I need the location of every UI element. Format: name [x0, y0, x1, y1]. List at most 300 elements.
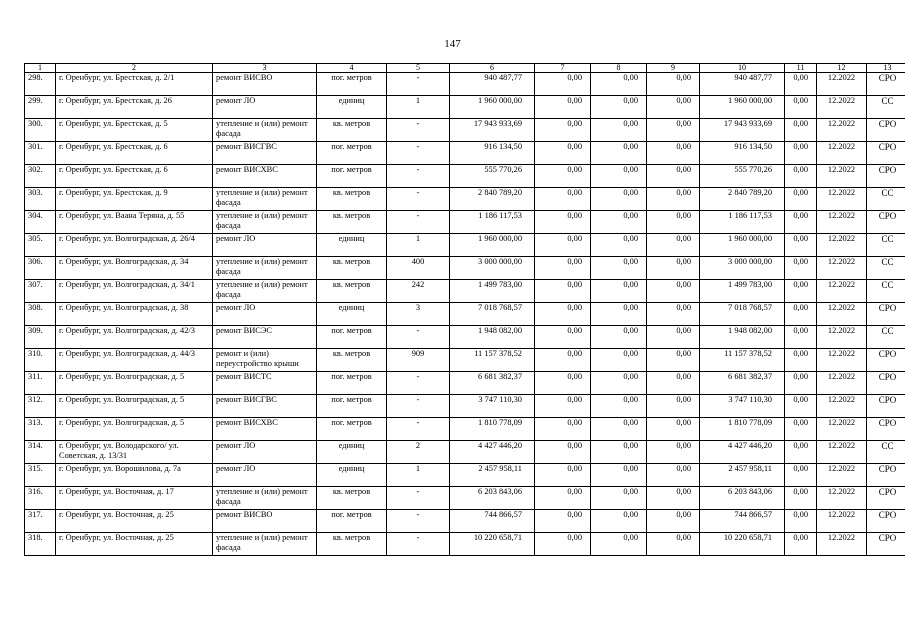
funding-cell: 0,00	[785, 372, 817, 395]
funding-cell: 0,00	[535, 372, 591, 395]
unit-cell: кв. метров	[317, 280, 387, 303]
owner-funds-cell: 2 840 789,20	[700, 188, 785, 211]
funding-cell: 0,00	[591, 211, 647, 234]
funding-cell: 0,00	[591, 303, 647, 326]
completion-date-cell: 12.2022	[817, 533, 867, 556]
table-row	[25, 234, 905, 257]
quantity-cell: -	[387, 418, 450, 441]
funding-cell: 0,00	[535, 73, 591, 96]
completion-date-cell: 12.2022	[817, 257, 867, 280]
work-type-cell: ремонт ВИСГВС	[213, 142, 317, 165]
total-cost-cell: 1 960 000,00	[450, 234, 535, 257]
fund-method-cell: СС	[867, 234, 905, 257]
address-cell: г. Оренбург, ул. Ворошилова, д. 7а	[56, 464, 213, 487]
funding-cell: 0,00	[591, 464, 647, 487]
column-number: 4	[317, 64, 387, 73]
funding-cell: 0,00	[785, 510, 817, 533]
row-number: 311.	[25, 372, 56, 395]
address-cell: г. Оренбург, ул. Брестская, д. 9	[56, 188, 213, 211]
unit-cell: единиц	[317, 234, 387, 257]
fund-method-cell: СРО	[867, 119, 905, 142]
quantity-cell: -	[387, 188, 450, 211]
unit-cell: кв. метров	[317, 188, 387, 211]
unit-cell: кв. метров	[317, 487, 387, 510]
completion-date-cell: 12.2022	[817, 464, 867, 487]
address-cell: г. Оренбург, ул. Волгоградская, д. 5	[56, 418, 213, 441]
work-type-cell: ремонт ЛО	[213, 96, 317, 119]
funding-cell: 0,00	[535, 349, 591, 372]
address-cell: г. Оренбург, ул. Брестская, д. 6	[56, 165, 213, 188]
funding-cell: 0,00	[647, 119, 700, 142]
row-number: 314.	[25, 441, 56, 464]
column-number: 7	[535, 64, 591, 73]
quantity-cell: 400	[387, 257, 450, 280]
work-type-cell: ремонт ЛО	[213, 464, 317, 487]
funding-cell: 0,00	[647, 464, 700, 487]
unit-cell: единиц	[317, 464, 387, 487]
funding-cell: 0,00	[591, 142, 647, 165]
completion-date-cell: 12.2022	[817, 326, 867, 349]
work-type-cell: ремонт ВИСЭС	[213, 326, 317, 349]
unit-cell: единиц	[317, 441, 387, 464]
quantity-cell: -	[387, 395, 450, 418]
unit-cell: кв. метров	[317, 119, 387, 142]
owner-funds-cell: 1 186 117,53	[700, 211, 785, 234]
work-type-cell: ремонт ВИСХВС	[213, 165, 317, 188]
funding-cell: 0,00	[647, 349, 700, 372]
funding-cell: 0,00	[535, 96, 591, 119]
unit-cell: кв. метров	[317, 211, 387, 234]
owner-funds-cell: 1 960 000,00	[700, 234, 785, 257]
completion-date-cell: 12.2022	[817, 142, 867, 165]
completion-date-cell: 12.2022	[817, 211, 867, 234]
row-number: 315.	[25, 464, 56, 487]
funding-cell: 0,00	[785, 280, 817, 303]
funding-cell: 0,00	[647, 418, 700, 441]
funding-cell: 0,00	[647, 73, 700, 96]
funding-cell: 0,00	[591, 188, 647, 211]
funding-cell: 0,00	[591, 165, 647, 188]
quantity-cell: 2	[387, 441, 450, 464]
quantity-cell: -	[387, 119, 450, 142]
funding-cell: 0,00	[535, 326, 591, 349]
quantity-cell: -	[387, 211, 450, 234]
fund-method-cell: СС	[867, 188, 905, 211]
quantity-cell: -	[387, 165, 450, 188]
table-row	[25, 441, 905, 464]
work-type-cell: утепление и (или) ремонт фасада	[213, 487, 317, 510]
unit-cell: кв. метров	[317, 257, 387, 280]
funding-cell: 0,00	[591, 395, 647, 418]
quantity-cell: -	[387, 510, 450, 533]
completion-date-cell: 12.2022	[817, 487, 867, 510]
table-row	[25, 395, 905, 418]
completion-date-cell: 12.2022	[817, 510, 867, 533]
table-row	[25, 326, 905, 349]
page-number: 147	[444, 38, 461, 50]
funding-cell: 0,00	[535, 188, 591, 211]
row-number: 300.	[25, 119, 56, 142]
fund-method-cell: СРО	[867, 165, 905, 188]
funding-cell: 0,00	[591, 372, 647, 395]
address-cell: г. Оренбург, ул. Волгоградская, д. 26/4	[56, 234, 213, 257]
unit-cell: единиц	[317, 303, 387, 326]
row-number: 303.	[25, 188, 56, 211]
unit-cell: единиц	[317, 96, 387, 119]
funding-cell: 0,00	[647, 326, 700, 349]
funding-cell: 0,00	[591, 257, 647, 280]
row-number: 310.	[25, 349, 56, 372]
completion-date-cell: 12.2022	[817, 395, 867, 418]
total-cost-cell: 1 960 000,00	[450, 96, 535, 119]
table-row	[25, 142, 905, 165]
funding-cell: 0,00	[785, 257, 817, 280]
fund-method-cell: СС	[867, 96, 905, 119]
table-row	[25, 211, 905, 234]
address-cell: г. Оренбург, ул. Брестская, д. 2/1	[56, 73, 213, 96]
unit-cell: кв. метров	[317, 533, 387, 556]
funding-cell: 0,00	[535, 533, 591, 556]
table-row	[25, 188, 905, 211]
work-type-cell: утепление и (или) ремонт фасада	[213, 119, 317, 142]
funding-cell: 0,00	[785, 211, 817, 234]
quantity-cell: 1	[387, 234, 450, 257]
funding-cell: 0,00	[535, 119, 591, 142]
funding-cell: 0,00	[785, 487, 817, 510]
unit-cell: пог. метров	[317, 372, 387, 395]
table-row	[25, 280, 905, 303]
funding-cell: 0,00	[535, 395, 591, 418]
column-number: 8	[591, 64, 647, 73]
table-row	[25, 257, 905, 280]
completion-date-cell: 12.2022	[817, 372, 867, 395]
total-cost-cell: 6 203 843,06	[450, 487, 535, 510]
owner-funds-cell: 1 810 778,09	[700, 418, 785, 441]
row-number: 302.	[25, 165, 56, 188]
work-type-cell: утепление и (или) ремонт фасада	[213, 211, 317, 234]
unit-cell: пог. метров	[317, 73, 387, 96]
owner-funds-cell: 3 747 110,30	[700, 395, 785, 418]
address-cell: г. Оренбург, ул. Восточная, д. 25	[56, 510, 213, 533]
total-cost-cell: 2 840 789,20	[450, 188, 535, 211]
funding-cell: 0,00	[647, 280, 700, 303]
fund-method-cell: СРО	[867, 303, 905, 326]
funding-cell: 0,00	[591, 119, 647, 142]
quantity-cell: -	[387, 326, 450, 349]
completion-date-cell: 12.2022	[817, 234, 867, 257]
row-number: 304.	[25, 211, 56, 234]
quantity-cell: 1	[387, 464, 450, 487]
table-body	[25, 73, 905, 556]
total-cost-cell: 10 220 658,71	[450, 533, 535, 556]
funding-cell: 0,00	[785, 119, 817, 142]
work-type-cell: ремонт ВИСХВС	[213, 418, 317, 441]
funding-cell: 0,00	[647, 165, 700, 188]
total-cost-cell: 1 186 117,53	[450, 211, 535, 234]
table-row	[25, 303, 905, 326]
column-number-row	[25, 64, 905, 73]
table-row	[25, 533, 905, 556]
work-type-cell: ремонт ЛО	[213, 234, 317, 257]
completion-date-cell: 12.2022	[817, 96, 867, 119]
funding-cell: 0,00	[535, 280, 591, 303]
total-cost-cell: 11 157 378,52	[450, 349, 535, 372]
table-row	[25, 487, 905, 510]
funding-cell: 0,00	[535, 234, 591, 257]
funding-cell: 0,00	[535, 510, 591, 533]
fund-method-cell: СРО	[867, 464, 905, 487]
funding-cell: 0,00	[535, 464, 591, 487]
total-cost-cell: 555 770,26	[450, 165, 535, 188]
unit-cell: пог. метров	[317, 326, 387, 349]
fund-method-cell: СРО	[867, 395, 905, 418]
row-number: 313.	[25, 418, 56, 441]
funding-cell: 0,00	[535, 441, 591, 464]
work-type-cell: ремонт ВИСВО	[213, 510, 317, 533]
funding-cell: 0,00	[785, 73, 817, 96]
funding-cell: 0,00	[785, 188, 817, 211]
work-type-cell: ремонт ЛО	[213, 303, 317, 326]
address-cell: г. Оренбург, ул. Ваана Теряна, д. 55	[56, 211, 213, 234]
address-cell: г. Оренбург, ул. Волгоградская, д. 44/3	[56, 349, 213, 372]
column-number: 3	[213, 64, 317, 73]
total-cost-cell: 940 487,77	[450, 73, 535, 96]
row-number: 299.	[25, 96, 56, 119]
column-number: 13	[867, 64, 905, 73]
fund-method-cell: СРО	[867, 372, 905, 395]
funding-cell: 0,00	[591, 441, 647, 464]
table-row	[25, 372, 905, 395]
completion-date-cell: 12.2022	[817, 418, 867, 441]
table-row	[25, 73, 905, 96]
table-row	[25, 165, 905, 188]
funding-cell: 0,00	[785, 303, 817, 326]
quantity-cell: 909	[387, 349, 450, 372]
work-type-cell: ремонт ЛО	[213, 441, 317, 464]
funding-cell: 0,00	[785, 349, 817, 372]
funding-cell: 0,00	[535, 487, 591, 510]
funding-cell: 0,00	[535, 165, 591, 188]
owner-funds-cell: 17 943 933,69	[700, 119, 785, 142]
owner-funds-cell: 1 499 783,00	[700, 280, 785, 303]
total-cost-cell: 3 000 000,00	[450, 257, 535, 280]
row-number: 316.	[25, 487, 56, 510]
funding-cell: 0,00	[591, 533, 647, 556]
address-cell: г. Оренбург, ул. Волгоградская, д. 42/3	[56, 326, 213, 349]
unit-cell: пог. метров	[317, 418, 387, 441]
funding-cell: 0,00	[647, 303, 700, 326]
address-cell: г. Оренбург, ул. Волгоградская, д. 34/1	[56, 280, 213, 303]
owner-funds-cell: 3 000 000,00	[700, 257, 785, 280]
funding-cell: 0,00	[591, 487, 647, 510]
funding-cell: 0,00	[785, 464, 817, 487]
address-cell: г. Оренбург, ул. Восточная, д. 25	[56, 533, 213, 556]
address-cell: г. Оренбург, ул. Брестская, д. 6	[56, 142, 213, 165]
total-cost-cell: 1 499 783,00	[450, 280, 535, 303]
table-row	[25, 464, 905, 487]
address-cell: г. Оренбург, ул. Волгоградская, д. 5	[56, 372, 213, 395]
fund-method-cell: СРО	[867, 211, 905, 234]
work-type-cell: ремонт и (или) переустройство крыши	[213, 349, 317, 372]
funding-cell: 0,00	[535, 211, 591, 234]
work-type-cell: ремонт ВИСГВС	[213, 395, 317, 418]
table-row	[25, 119, 905, 142]
funding-cell: 0,00	[647, 234, 700, 257]
fund-method-cell: СРО	[867, 418, 905, 441]
quantity-cell: 1	[387, 96, 450, 119]
table-row	[25, 96, 905, 119]
unit-cell: пог. метров	[317, 395, 387, 418]
total-cost-cell: 744 866,57	[450, 510, 535, 533]
funding-cell: 0,00	[535, 418, 591, 441]
owner-funds-cell: 4 427 446,20	[700, 441, 785, 464]
row-number: 298.	[25, 73, 56, 96]
unit-cell: пог. метров	[317, 142, 387, 165]
funding-cell: 0,00	[647, 533, 700, 556]
total-cost-cell: 4 427 446,20	[450, 441, 535, 464]
quantity-cell: 3	[387, 303, 450, 326]
work-type-cell: утепление и (или) ремонт фасада	[213, 188, 317, 211]
column-number: 1	[25, 64, 56, 73]
fund-method-cell: СРО	[867, 487, 905, 510]
quantity-cell: -	[387, 372, 450, 395]
fund-method-cell: СРО	[867, 73, 905, 96]
owner-funds-cell: 1 960 000,00	[700, 96, 785, 119]
row-number: 317.	[25, 510, 56, 533]
unit-cell: пог. метров	[317, 165, 387, 188]
address-cell: г. Оренбург, ул. Волгоградская, д. 5	[56, 395, 213, 418]
funding-cell: 0,00	[591, 510, 647, 533]
row-number: 308.	[25, 303, 56, 326]
fund-method-cell: СРО	[867, 533, 905, 556]
completion-date-cell: 12.2022	[817, 349, 867, 372]
funding-cell: 0,00	[535, 257, 591, 280]
row-number: 312.	[25, 395, 56, 418]
funding-cell: 0,00	[785, 142, 817, 165]
completion-date-cell: 12.2022	[817, 165, 867, 188]
row-number: 307.	[25, 280, 56, 303]
column-number: 2	[56, 64, 213, 73]
completion-date-cell: 12.2022	[817, 188, 867, 211]
total-cost-cell: 2 457 958,11	[450, 464, 535, 487]
funding-cell: 0,00	[785, 234, 817, 257]
address-cell: г. Оренбург, ул. Восточная, д. 17	[56, 487, 213, 510]
owner-funds-cell: 6 203 843,06	[700, 487, 785, 510]
table-row	[25, 418, 905, 441]
funding-cell: 0,00	[647, 96, 700, 119]
completion-date-cell: 12.2022	[817, 73, 867, 96]
funding-cell: 0,00	[647, 142, 700, 165]
fund-method-cell: СС	[867, 326, 905, 349]
funding-cell: 0,00	[647, 441, 700, 464]
row-number: 318.	[25, 533, 56, 556]
owner-funds-cell: 555 770,26	[700, 165, 785, 188]
completion-date-cell: 12.2022	[817, 119, 867, 142]
column-number: 6	[450, 64, 535, 73]
quantity-cell: -	[387, 142, 450, 165]
unit-cell: пог. метров	[317, 510, 387, 533]
owner-funds-cell: 2 457 958,11	[700, 464, 785, 487]
funding-cell: 0,00	[591, 349, 647, 372]
owner-funds-cell: 10 220 658,71	[700, 533, 785, 556]
funding-cell: 0,00	[591, 326, 647, 349]
completion-date-cell: 12.2022	[817, 280, 867, 303]
funding-cell: 0,00	[785, 418, 817, 441]
capital-repair-table	[24, 63, 905, 556]
funding-cell: 0,00	[535, 142, 591, 165]
column-number: 10	[700, 64, 785, 73]
completion-date-cell: 12.2022	[817, 441, 867, 464]
work-type-cell: утепление и (или) ремонт фасада	[213, 533, 317, 556]
total-cost-cell: 6 681 382,37	[450, 372, 535, 395]
table-row	[25, 349, 905, 372]
funding-cell: 0,00	[785, 395, 817, 418]
row-number: 309.	[25, 326, 56, 349]
total-cost-cell: 7 018 768,57	[450, 303, 535, 326]
funding-cell: 0,00	[647, 188, 700, 211]
row-number: 305.	[25, 234, 56, 257]
column-number: 9	[647, 64, 700, 73]
column-number: 11	[785, 64, 817, 73]
owner-funds-cell: 744 866,57	[700, 510, 785, 533]
column-number: 12	[817, 64, 867, 73]
total-cost-cell: 916 134,50	[450, 142, 535, 165]
completion-date-cell: 12.2022	[817, 303, 867, 326]
owner-funds-cell: 11 157 378,52	[700, 349, 785, 372]
table-row	[25, 510, 905, 533]
address-cell: г. Оренбург, ул. Волгоградская, д. 34	[56, 257, 213, 280]
funding-cell: 0,00	[591, 234, 647, 257]
funding-cell: 0,00	[591, 280, 647, 303]
funding-cell: 0,00	[785, 533, 817, 556]
fund-method-cell: СС	[867, 441, 905, 464]
owner-funds-cell: 940 487,77	[700, 73, 785, 96]
work-type-cell: утепление и (или) ремонт фасада	[213, 280, 317, 303]
fund-method-cell: СРО	[867, 142, 905, 165]
work-type-cell: утепление и (или) ремонт фасада	[213, 257, 317, 280]
row-number: 306.	[25, 257, 56, 280]
funding-cell: 0,00	[591, 73, 647, 96]
quantity-cell: -	[387, 487, 450, 510]
address-cell: г. Оренбург, ул. Володарского/ ул. Советская, д. 13/31	[56, 441, 213, 464]
address-cell: г. Оренбург, ул. Брестская, д. 26	[56, 96, 213, 119]
owner-funds-cell: 916 134,50	[700, 142, 785, 165]
funding-cell: 0,00	[647, 257, 700, 280]
funding-cell: 0,00	[535, 303, 591, 326]
funding-cell: 0,00	[647, 211, 700, 234]
fund-method-cell: СС	[867, 280, 905, 303]
funding-cell: 0,00	[785, 441, 817, 464]
funding-cell: 0,00	[647, 395, 700, 418]
fund-method-cell: СС	[867, 257, 905, 280]
quantity-cell: 242	[387, 280, 450, 303]
row-number: 301.	[25, 142, 56, 165]
funding-cell: 0,00	[591, 418, 647, 441]
work-type-cell: ремонт ВИСВО	[213, 73, 317, 96]
funding-cell: 0,00	[591, 96, 647, 119]
quantity-cell: -	[387, 533, 450, 556]
funding-cell: 0,00	[785, 96, 817, 119]
total-cost-cell: 1 948 082,00	[450, 326, 535, 349]
work-type-cell: ремонт ВИСТС	[213, 372, 317, 395]
funding-cell: 0,00	[785, 326, 817, 349]
owner-funds-cell: 7 018 768,57	[700, 303, 785, 326]
owner-funds-cell: 1 948 082,00	[700, 326, 785, 349]
funding-cell: 0,00	[647, 487, 700, 510]
total-cost-cell: 17 943 933,69	[450, 119, 535, 142]
funding-cell: 0,00	[647, 372, 700, 395]
fund-method-cell: СРО	[867, 349, 905, 372]
